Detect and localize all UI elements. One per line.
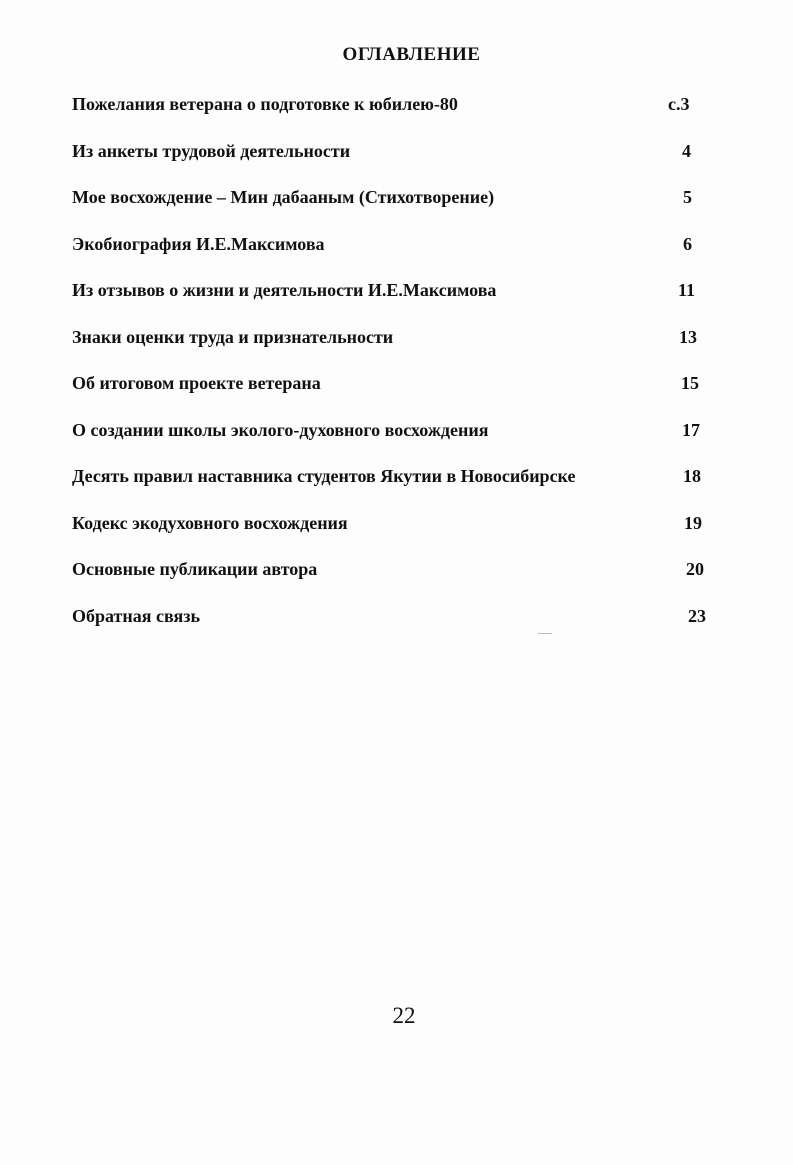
toc-entry: [72, 417, 712, 464]
page-number: 22: [392, 1003, 416, 1028]
toc-entry: [72, 277, 712, 324]
toc-entry: [72, 231, 712, 278]
toc-entry-title: О создании школы эколого-духовного восхождения: [72, 419, 489, 440]
toc-entry-title: Обратная связь: [72, 605, 200, 626]
toc-entry-title: Знаки оценки труда и признательности: [72, 326, 394, 347]
page-title: ОГЛАВЛЕНИЕ: [342, 44, 481, 65]
toc-entry-title: Об итоговом проекте ветерана: [72, 373, 321, 393]
toc-entry: [72, 184, 712, 231]
toc-entry-title: Мое восхождение – Мин дабааным (Стихотворение): [72, 187, 495, 207]
toc-entry: [72, 556, 712, 603]
toc-entry-page: 18: [683, 466, 701, 486]
toc-entry-title: Десять правил наставника студентов Якутии в Новосибирске: [72, 466, 576, 486]
toc-entry-title: Основные публикации автора: [72, 559, 318, 579]
toc-entry: [72, 463, 712, 510]
toc-entry-page: 5: [683, 187, 692, 207]
toc-entry-page: 23: [688, 605, 706, 626]
toc-entry-title: Из анкеты трудовой деятельности: [72, 140, 351, 161]
toc-entry-title: Кодекс экодуховного восхождения: [72, 512, 348, 533]
toc-entry: [72, 603, 712, 650]
toc-entry: [72, 324, 712, 371]
toc-entry-page: 6: [683, 233, 692, 254]
toc-entry-title: Из отзывов о жизни и деятельности И.Е.Максимова: [72, 280, 497, 300]
toc-entry-page: 4: [682, 140, 691, 161]
table-of-contents: [72, 91, 712, 649]
toc-entry-title: Пожелания ветерана о подготовке к юбилею-80: [72, 94, 458, 114]
toc-entry-page: 17: [682, 419, 700, 440]
toc-entry-page: 13: [679, 326, 697, 347]
toc-entry-page: 11: [678, 280, 696, 300]
toc-entry-page: 20: [686, 559, 704, 579]
scan-speck: [538, 633, 552, 634]
toc-entry-page: 15: [681, 373, 699, 393]
toc-entry: [72, 510, 712, 557]
toc-entry: [72, 91, 712, 138]
toc-entry-page: с.3: [668, 94, 690, 114]
toc-entry: [72, 370, 712, 417]
toc-entry-title: Экобиография И.Е.Максимова: [72, 233, 325, 254]
toc-entry-page: 19: [684, 512, 702, 533]
toc-entry: [72, 138, 712, 185]
